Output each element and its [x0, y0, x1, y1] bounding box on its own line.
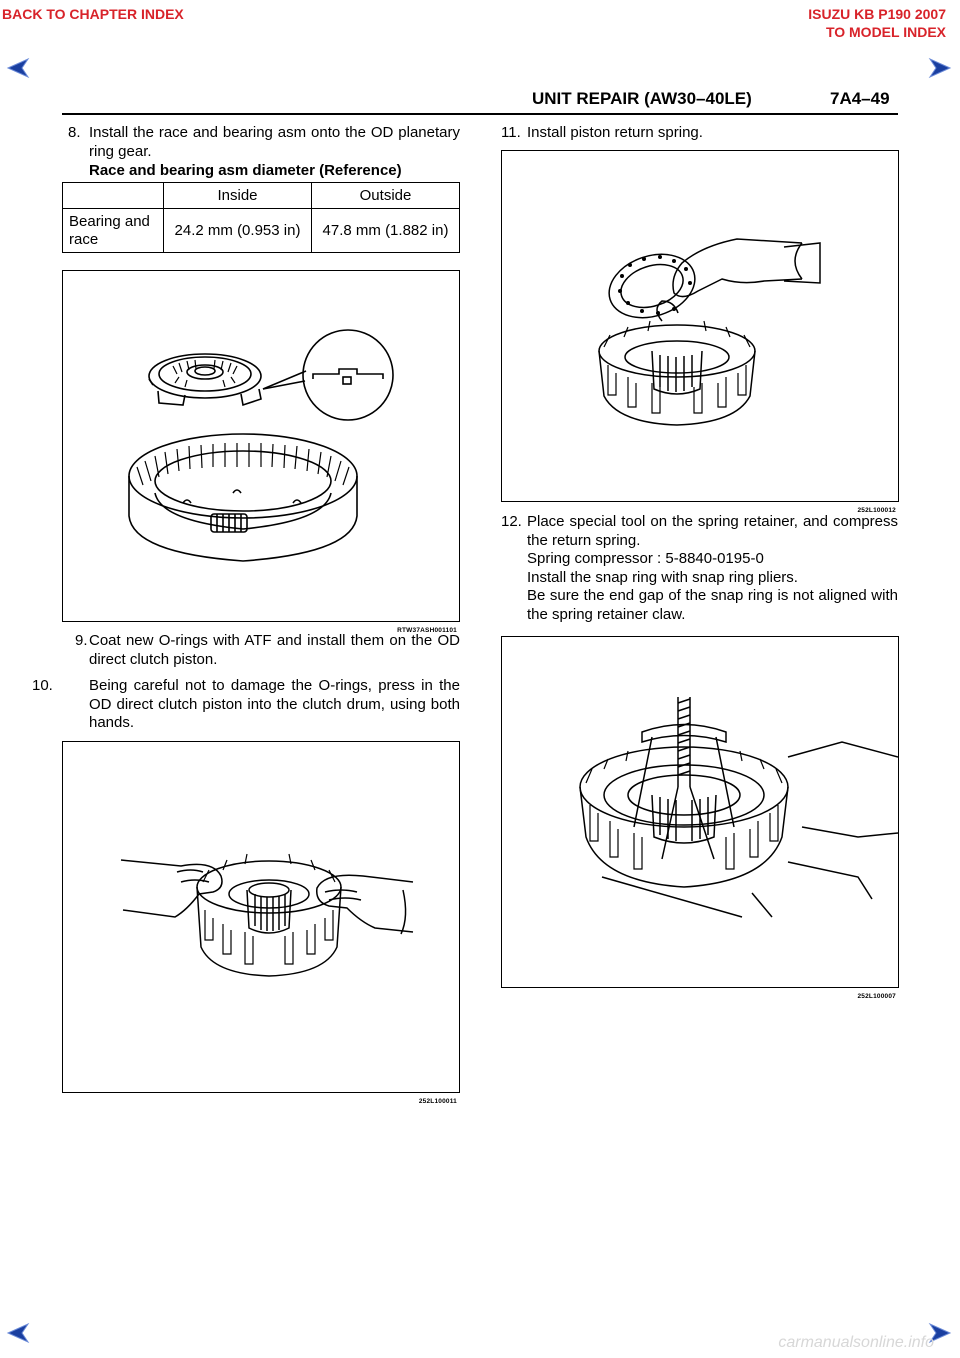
spring-compressor-illustration	[502, 637, 898, 987]
step-8-number: 8.	[68, 124, 81, 141]
piston-press-illustration	[63, 742, 459, 1092]
table-header-inside: Inside	[164, 183, 312, 209]
table-header-blank	[63, 183, 164, 209]
step-12	[501, 513, 898, 624]
return-spring-illustration	[502, 151, 898, 501]
table-header-row	[63, 183, 460, 209]
ring-gear-illustration	[63, 271, 459, 621]
to-model-index-link[interactable]: TO MODEL INDEX	[825, 24, 946, 40]
table-cell-outside: 47.8 mm (1.882 in)	[312, 209, 460, 253]
back-to-chapter-index-link[interactable]: BACK TO CHAPTER INDEX	[2, 6, 184, 22]
step-12-number: 12.	[501, 513, 522, 530]
model-title-link[interactable]: ISUZU KB P190 2007	[808, 6, 946, 22]
prev-page-arrow-icon[interactable]	[6, 57, 36, 79]
step-9-number: 9.	[75, 632, 88, 649]
figure-code: 252L100007	[857, 993, 896, 1000]
step-12-text: Place special tool on the spring retainer, and compress the return spring.	[527, 513, 898, 549]
table-row	[63, 209, 460, 253]
step-10	[32, 677, 460, 733]
step-11	[501, 124, 898, 143]
step-8	[68, 124, 460, 161]
figure-return-spring	[501, 150, 899, 514]
watermark: carmanualsonline.info	[778, 1334, 934, 1351]
diameter-table	[62, 182, 460, 253]
table-header-outside: Outside	[312, 183, 460, 209]
step-10-number: 10.	[32, 677, 53, 694]
page-number: 7A4–49	[830, 89, 890, 108]
step-8-text: Install the race and bearing asm onto the OD planetary ring gear.	[89, 124, 460, 160]
header-rule	[62, 113, 898, 115]
step-12-line4: Be sure the end gap of the snap ring is not aligned with the spring retainer claw.	[527, 587, 898, 623]
section-title: UNIT REPAIR (AW30–40LE)	[532, 89, 752, 108]
step-12-line3: Install the snap ring with snap ring pliers.	[527, 568, 798, 586]
step-11-number: 11.	[501, 124, 521, 141]
figure-spring-compressor	[501, 636, 899, 1000]
figure-code: 252L100011	[418, 1098, 457, 1105]
figure-code: 252L100012	[857, 507, 896, 514]
next-page-arrow-icon[interactable]	[922, 57, 952, 79]
prev-page-arrow-icon[interactable]	[6, 1322, 36, 1344]
table-cell-inside: 24.2 mm (0.953 in)	[164, 209, 312, 253]
table-cell-label: Bearing and race	[63, 209, 164, 253]
step-11-text: Install piston return spring.	[527, 124, 703, 141]
table-title: Race and bearing asm diameter (Reference)	[89, 162, 402, 179]
step-10-text: Being careful not to damage the O-rings, press in the OD direct clutch piston into the clutch drum, using both hands.	[89, 677, 460, 731]
figure-code: RTW37ASH001101	[397, 627, 457, 634]
step-9-text: Coat new O-rings with ATF and install them on the OD direct clutch piston.	[89, 632, 460, 668]
step-9	[68, 632, 460, 669]
figure-press-piston	[62, 741, 460, 1105]
step-12-tool: Spring compressor : 5-8840-0195-0	[527, 550, 764, 567]
figure-ring-gear-bearing	[62, 270, 460, 634]
